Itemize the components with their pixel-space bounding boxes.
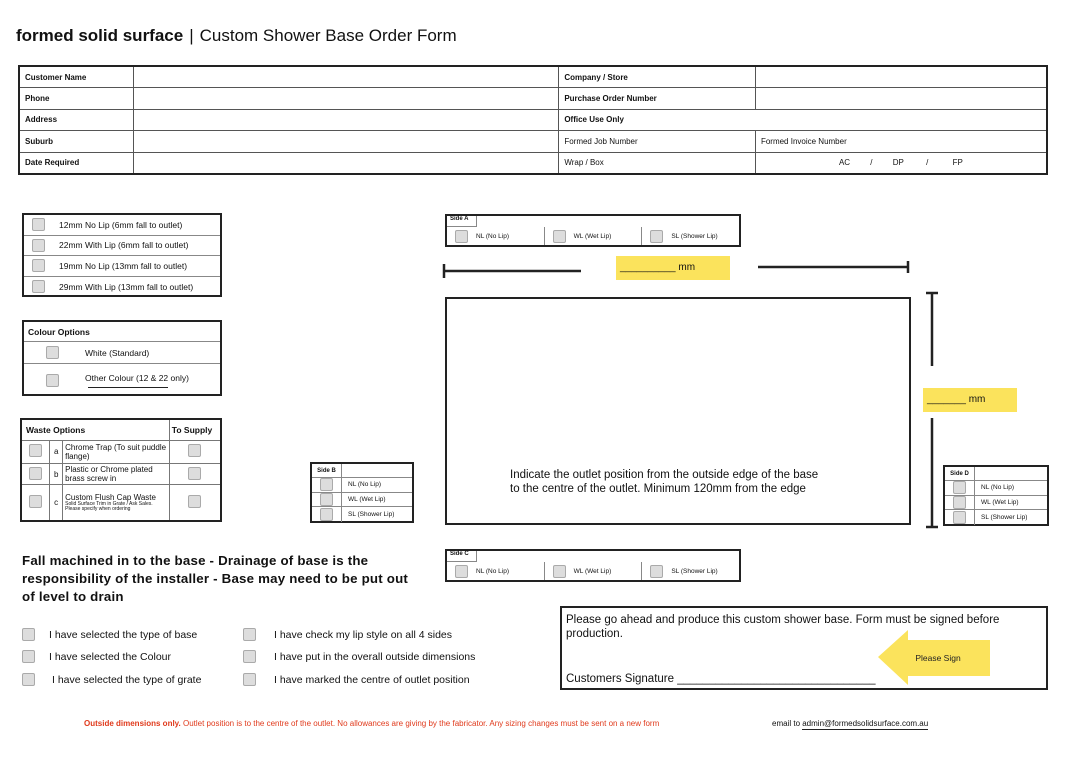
page-title <box>16 26 457 46</box>
base-option[interactable]: 29mm With Lip (13mm fall to outlet) <box>24 277 220 298</box>
side-b-label: Side B <box>312 464 342 477</box>
side-c-wl[interactable]: WL (Wet Lip) <box>545 562 643 580</box>
side-a-nl[interactable]: NL (No Lip) <box>447 227 545 245</box>
to-supply-heading: To Supply <box>169 419 221 440</box>
side-c-label: Side C <box>447 551 477 562</box>
waste-option-note: Solid Surface Trim in Grate / Ask Sales. Please specify when ordering <box>65 500 153 513</box>
base-option[interactable]: 22mm With Lip (6mm fall to outlet) <box>24 236 220 257</box>
checkbox[interactable] <box>22 628 35 641</box>
label-customer-name: Customer Name <box>19 66 134 88</box>
label-company-store: Company / Store <box>559 66 756 88</box>
side-a-label: Side A <box>447 216 477 227</box>
checkbox[interactable] <box>32 218 45 231</box>
checkbox[interactable] <box>29 444 42 457</box>
wrap-values <box>755 152 1047 174</box>
form-title: Custom Shower Base Order Form <box>199 26 457 45</box>
colour-options-box <box>22 320 222 396</box>
waste-letter: b <box>50 464 63 485</box>
field-purchase-order[interactable] <box>755 88 1047 110</box>
label-formed-job: Formed Job Number <box>559 131 756 153</box>
signature-instruction: Please go ahead and produce this custom shower base. Form must be signed before production. <box>566 614 1000 640</box>
field-company-store[interactable] <box>755 66 1047 88</box>
waste-heading: Waste Options <box>21 419 169 440</box>
checkbox[interactable] <box>455 565 468 578</box>
checkbox[interactable] <box>22 650 35 663</box>
checklist-item[interactable]: I have selected the type of grate <box>22 673 201 686</box>
checkbox[interactable] <box>32 239 45 252</box>
side-a-sl[interactable]: SL (Shower Lip) <box>642 227 739 245</box>
waste-letter: a <box>50 440 63 463</box>
outlet-instruction: Indicate the outlet position from the outside edge of the base to the centre of the outlet. Minimum 120mm from the edge <box>510 469 819 495</box>
label-office-use: Office Use Only <box>559 109 1047 131</box>
side-c-nl[interactable]: NL (No Lip) <box>447 562 545 580</box>
label-suburb: Suburb <box>19 131 134 153</box>
side-d-nl[interactable]: NL (No Lip) <box>945 481 1047 496</box>
waste-option-text: Chrome Trap (To suit puddle flange) <box>63 440 170 463</box>
supply-checkbox[interactable] <box>188 444 201 457</box>
footer-note: Outside dimensions only. Outlet position is to the centre of the outlet. No allowances are giving by the fabricator. Any sizing changes must be sent on a new form <box>84 719 660 728</box>
checkbox[interactable] <box>650 230 663 243</box>
checkbox[interactable] <box>553 565 566 578</box>
field-phone[interactable] <box>134 88 559 110</box>
fall-warning: Fall machined in to the base - Drainage of base is the responsibility of the installer - Base may need to be put out of level to drain <box>22 553 409 604</box>
checkbox[interactable] <box>243 650 256 663</box>
checkbox[interactable] <box>46 346 59 359</box>
colour-option[interactable]: Other Colour (12 & 22 only) <box>24 364 220 387</box>
checklist-item[interactable]: I have marked the centre of outlet position <box>243 673 470 686</box>
side-c-sl[interactable]: SL (Shower Lip) <box>642 562 739 580</box>
checkbox[interactable] <box>320 493 333 506</box>
side-d-wl[interactable]: WL (Wet Lip) <box>945 496 1047 511</box>
waste-option-text: Custom Flush Cap Waste <box>65 492 156 502</box>
label-purchase-order: Purchase Order Number <box>559 88 756 110</box>
checkbox[interactable] <box>32 280 45 293</box>
label-formed-invoice: Formed Invoice Number <box>755 131 1047 153</box>
please-sign-arrow-icon <box>878 630 994 686</box>
side-b-box <box>310 462 414 523</box>
wrap-fp[interactable]: FP <box>952 158 963 168</box>
base-option[interactable]: 19mm No Lip (13mm fall to outlet) <box>24 256 220 277</box>
checkbox[interactable] <box>22 673 35 686</box>
checkbox[interactable] <box>243 628 256 641</box>
checkbox[interactable] <box>553 230 566 243</box>
side-b-wl[interactable]: WL (Wet Lip) <box>312 493 412 508</box>
side-b-nl[interactable]: NL (No Lip) <box>312 478 412 493</box>
checklist-item[interactable]: I have check my lip style on all 4 sides <box>243 628 452 641</box>
label-phone: Phone <box>19 88 134 110</box>
checkbox[interactable] <box>243 673 256 686</box>
checkbox[interactable] <box>455 230 468 243</box>
height-dimension-field[interactable]: _______ mm <box>923 388 1017 412</box>
base-option[interactable]: 12mm No Lip (6mm fall to outlet) <box>24 215 220 236</box>
field-address[interactable] <box>134 109 559 131</box>
checkbox[interactable] <box>29 467 42 480</box>
field-suburb[interactable] <box>134 131 559 153</box>
checkbox[interactable] <box>320 478 333 491</box>
brand-name: formed solid surface <box>16 26 184 45</box>
customer-details-table <box>18 65 1048 175</box>
supply-checkbox[interactable] <box>188 467 201 480</box>
wrap-ac[interactable]: AC <box>838 158 851 168</box>
label-date-required: Date Required <box>19 152 134 174</box>
side-d-label: Side D <box>945 467 975 480</box>
colour-heading: Colour Options <box>24 322 220 342</box>
checkbox[interactable] <box>650 565 663 578</box>
other-colour-line[interactable] <box>88 387 168 388</box>
waste-option-text: Plastic or Chrome plated brass screw in <box>63 464 170 485</box>
wrap-dp[interactable]: DP <box>892 158 904 168</box>
checkbox[interactable] <box>29 495 42 508</box>
side-a-wl[interactable]: WL (Wet Lip) <box>545 227 643 245</box>
wrap-sep: / <box>926 158 929 168</box>
waste-options-table <box>20 418 222 522</box>
side-a-box <box>445 214 741 247</box>
wrap-sep: / <box>870 158 873 168</box>
waste-letter: c <box>50 485 63 521</box>
field-date-required[interactable] <box>134 152 559 174</box>
checklist-item[interactable]: I have put in the overall outside dimensions <box>243 650 475 663</box>
title-separator: | <box>189 26 194 45</box>
supply-checkbox[interactable] <box>188 495 201 508</box>
checkbox[interactable] <box>46 374 59 387</box>
footer-email: email to admin@formedsolidsurface.com.au <box>772 719 929 728</box>
colour-option[interactable]: White (Standard) <box>24 342 220 364</box>
checklist-item[interactable]: I have selected the Colour <box>22 650 171 663</box>
field-customer-name[interactable] <box>134 66 559 88</box>
email-link[interactable]: admin@formedsolidsurface.com.au <box>802 719 929 728</box>
signature-line[interactable]: Customers Signature _______________________________ <box>566 673 876 685</box>
checklist-item[interactable]: I have selected the type of base <box>22 628 197 641</box>
checkbox[interactable] <box>32 259 45 272</box>
label-wrap-box: Wrap / Box <box>559 152 756 174</box>
side-d-sl[interactable]: SL (Shower Lip) <box>945 510 1047 525</box>
label-address: Address <box>19 109 134 131</box>
please-sign-label: Please Sign <box>915 653 961 663</box>
width-dimension-field[interactable]: __________ mm <box>616 256 730 280</box>
base-options-box <box>22 213 222 297</box>
side-b-sl[interactable]: SL (Shower Lip) <box>312 507 412 522</box>
checkbox[interactable] <box>320 508 333 521</box>
